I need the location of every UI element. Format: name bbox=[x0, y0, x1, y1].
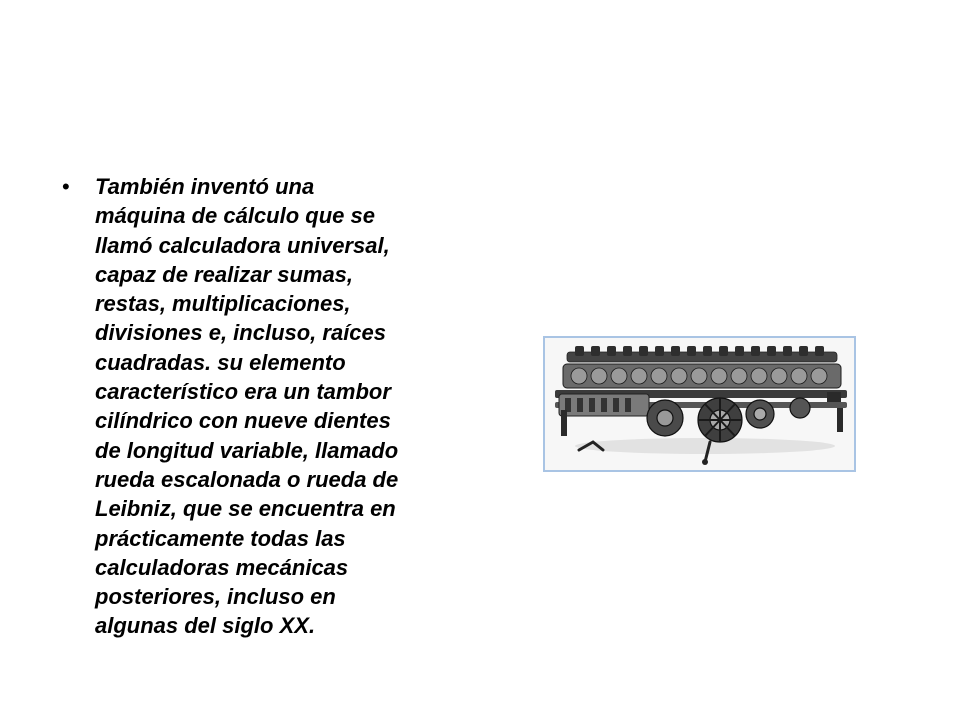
bullet-line: rueda escalonada o rueda de bbox=[95, 466, 399, 492]
bullet-line: capaz de realizar sumas, bbox=[95, 261, 354, 287]
bullet-line: algunas del siglo XX. bbox=[95, 613, 316, 639]
bullet-line: cilíndrico con nueve dientes bbox=[95, 408, 391, 434]
bullet-line: También inventó una bbox=[95, 174, 315, 199]
calculator-machine-icon bbox=[545, 338, 854, 470]
bullet-line: de longitud variable, llamado bbox=[95, 437, 399, 463]
bullet-line: prácticamente todas las bbox=[95, 525, 346, 551]
bullet-line: cuadradas. su elemento bbox=[95, 349, 346, 375]
bullet-line: llamó calculadora universal, bbox=[95, 232, 390, 258]
leibniz-calculator-photo bbox=[543, 336, 856, 472]
bullet-icon: • bbox=[62, 174, 70, 199]
bullet-line: característico era un tambor bbox=[95, 379, 391, 405]
bullet-line: máquina de cálculo que se bbox=[95, 203, 375, 229]
bullet-line: restas, multiplicaciones, bbox=[95, 291, 351, 317]
bullet-line: calculadoras mecánicas bbox=[95, 554, 349, 580]
bullet-line: posteriores, incluso en bbox=[95, 584, 336, 610]
bullet-line: Leibniz, que se encuentra en bbox=[95, 496, 396, 522]
bullet-text bbox=[95, 172, 495, 641]
bullet-line: divisiones e, incluso, raíces bbox=[95, 320, 387, 346]
